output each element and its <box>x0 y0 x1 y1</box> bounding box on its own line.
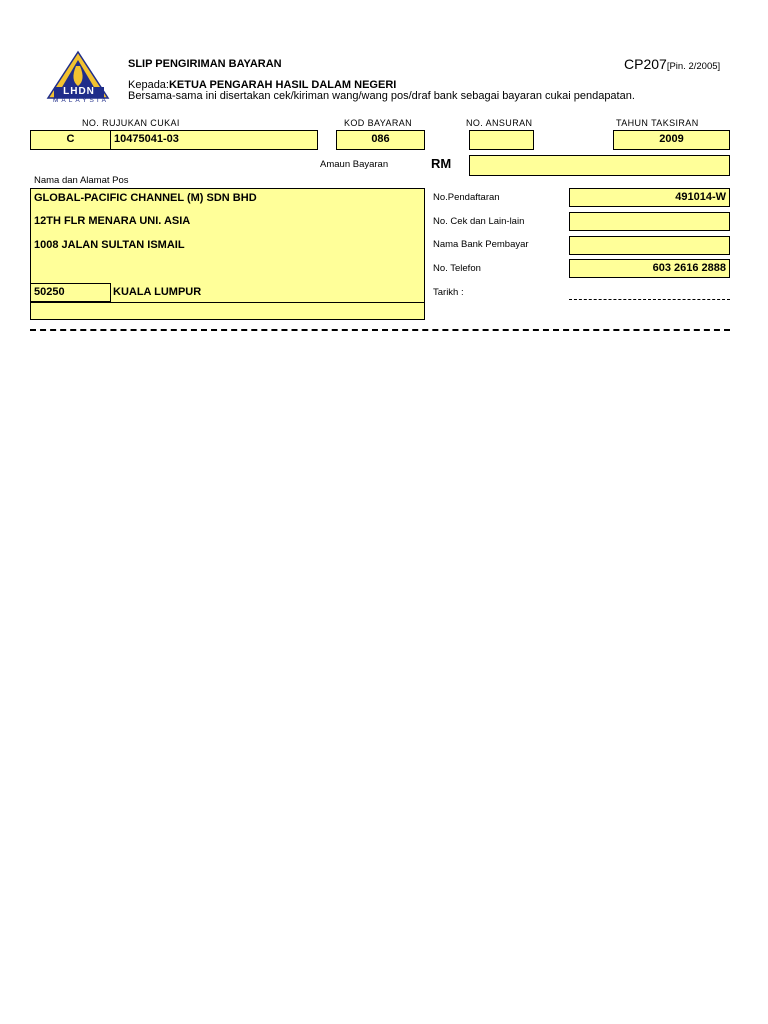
bank-field[interactable] <box>569 236 730 255</box>
reg-field[interactable] <box>569 188 730 207</box>
tax-ref-prefix-field[interactable] <box>30 130 111 150</box>
cheque-label: No. Cek dan Lain-lain <box>433 216 525 227</box>
bank-label: Nama Bank Pembayar <box>433 239 529 250</box>
payment-code-label: KOD BAYARAN <box>344 118 413 128</box>
installment-label: NO. ANSURAN <box>466 118 533 128</box>
form-revision: [Pin. 2/2005] <box>666 61 721 72</box>
date-line[interactable] <box>569 299 730 300</box>
tax-ref-value: 10475041-03 <box>114 133 179 145</box>
city-value: KUALA LUMPUR <box>113 286 202 298</box>
address-label: Nama dan Alamat Pos <box>34 175 129 186</box>
phone-field[interactable] <box>569 259 730 278</box>
address-line-1: GLOBAL-PACIFIC CHANNEL (M) SDN BHD <box>34 192 257 204</box>
amount-label: Amaun Bayaran <box>320 159 389 170</box>
address-line-3: 1008 JALAN SULTAN ISMAIL <box>34 239 185 251</box>
postcode-field[interactable] <box>30 283 111 302</box>
tax-ref-label: NO. RUJUKAN CUKAI <box>82 118 180 128</box>
form-code <box>624 56 720 74</box>
amount-field[interactable] <box>469 155 730 176</box>
payment-code-field[interactable] <box>336 130 425 150</box>
tax-ref-prefix: C <box>66 133 75 145</box>
assessment-year-field[interactable] <box>613 130 730 150</box>
payment-code-value: 086 <box>371 133 390 145</box>
assessment-year-label: TAHUN TAKSIRAN <box>616 118 699 128</box>
date-label: Tarikh : <box>433 287 464 298</box>
statement: Bersama-sama ini disertakan cek/kiriman wang/wang pos/draf bank sebagai bayaran cukai pendapatan. <box>128 90 635 102</box>
address-divider <box>30 302 425 303</box>
form-code-value: CP207 <box>624 56 667 72</box>
phone-label: No. Telefon <box>433 263 481 274</box>
logo-text: LHDN <box>63 86 95 97</box>
tax-ref-field[interactable] <box>110 130 318 150</box>
recipient-name: KETUA PENGARAH HASIL DALAM NEGERI <box>168 79 397 91</box>
assessment-year-value: 2009 <box>659 133 684 145</box>
cut-line <box>30 329 730 331</box>
address-line-2: 12TH FLR MENARA UNI. ASIA <box>34 215 191 227</box>
cheque-field[interactable] <box>569 212 730 231</box>
installment-field[interactable] <box>469 130 534 150</box>
reg-label: No.Pendaftaran <box>433 192 500 203</box>
logo-country: MALAYSIA <box>52 97 110 104</box>
recipient-prefix: Kepada: <box>128 79 169 91</box>
lhdn-logo <box>40 50 120 108</box>
slip-title: SLIP PENGIRIMAN BAYARAN <box>128 58 282 70</box>
phone-value: 603 2616 2888 <box>652 262 726 274</box>
reg-value: 491014-W <box>675 191 726 203</box>
amount-currency: RM <box>431 156 452 171</box>
postcode-value: 50250 <box>34 286 65 298</box>
